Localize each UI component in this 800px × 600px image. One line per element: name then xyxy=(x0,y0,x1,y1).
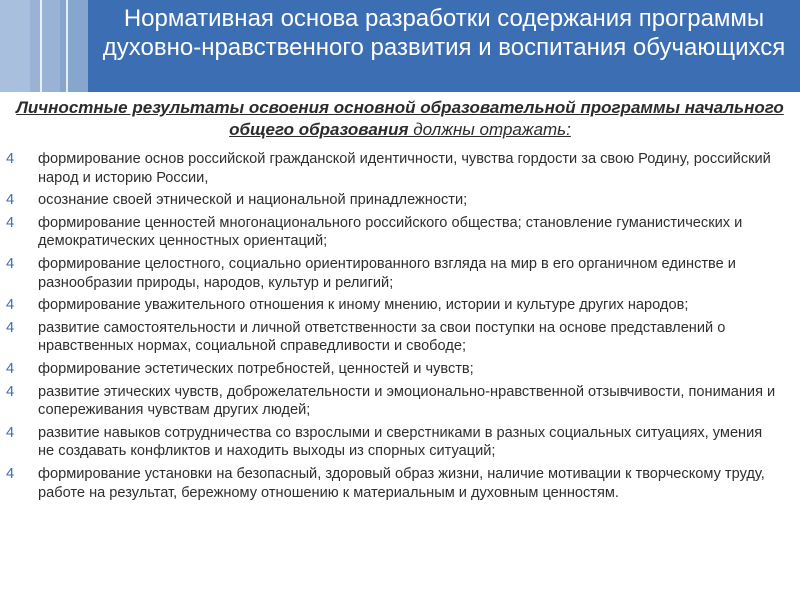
list-item xyxy=(0,465,800,502)
list-item-text: развитие этических чувств, доброжелательности и эмоционально-нравственной отзывчивости, понимания и сопереживания чувствам других людей; xyxy=(38,383,776,419)
list-item xyxy=(0,255,800,292)
bullet-marker: 4 xyxy=(6,383,15,400)
list-item-text: формирование основ российской гражданской идентичности, чувства гордости за свою Родину, российский народ и историю России, xyxy=(38,151,771,186)
list-item-text: формирование целостного, социально ориентированного взгляда на мир в его органичном единстве и разнообразии природы, народов, культур и религий; xyxy=(38,255,736,291)
bullet-marker: 4 xyxy=(6,151,15,167)
subtitle-emphasis: Личностные результаты освоения основной образовательной программы начального общего образования xyxy=(16,98,784,139)
list-item xyxy=(0,296,800,315)
list-item xyxy=(0,150,800,187)
list-item-text: осознание своей этнической и национальной принадлежности; xyxy=(38,192,468,209)
list-item xyxy=(0,191,800,210)
decorative-stripe xyxy=(66,0,68,92)
bullet-marker: 4 xyxy=(6,297,15,314)
list-item-text: развитие самостоятельности и личной ответственности за свои поступки на основе представлений о нравственных нормах, социальной справедливости и свободе; xyxy=(38,319,726,355)
list-item xyxy=(0,424,800,461)
list-item xyxy=(0,319,800,356)
bullet-marker: 4 xyxy=(6,465,15,482)
list-item-text: формирование ценностей многонационального российского общества; становление гуманистических и демократических ценностных ориентаций; xyxy=(38,214,743,250)
bullet-marker: 4 xyxy=(6,319,15,336)
list-item-text: формирование уважительного отношения к иному мнению, истории и культуре других народов; xyxy=(38,297,689,314)
decorative-corner-gradient xyxy=(0,0,88,92)
list-item xyxy=(0,214,800,251)
bullet-marker: 4 xyxy=(6,192,15,209)
list-item-text: формирование установки на безопасный, здоровый образ жизни, наличие мотивации к творческому труду, работе на результат, бережному отношению к материальным и духовным ценностям. xyxy=(38,465,765,501)
list-item-text: развитие навыков сотрудничества со взрослыми и сверстниками в разных социальных ситуациях, умения не создавать конфликтов и находить выходы из спорных ситуаций; xyxy=(38,424,763,460)
subtitle-tail: должны отражать: xyxy=(408,120,571,139)
bullet-marker: 4 xyxy=(6,424,15,441)
decorative-stripe xyxy=(40,0,42,92)
list-item-text: формирование эстетических потребностей, ценностей и чувств; xyxy=(38,360,474,377)
bullet-marker: 4 xyxy=(6,214,15,231)
bullet-marker: 4 xyxy=(6,255,15,272)
slide-title: Нормативная основа разработки содержания программы духовно-нравственного развития и воспитания обучающихся xyxy=(102,5,786,61)
results-list xyxy=(0,150,800,506)
bullet-marker: 4 xyxy=(6,360,15,377)
list-item xyxy=(0,360,800,379)
list-item xyxy=(0,383,800,420)
slide-subtitle xyxy=(8,97,792,141)
